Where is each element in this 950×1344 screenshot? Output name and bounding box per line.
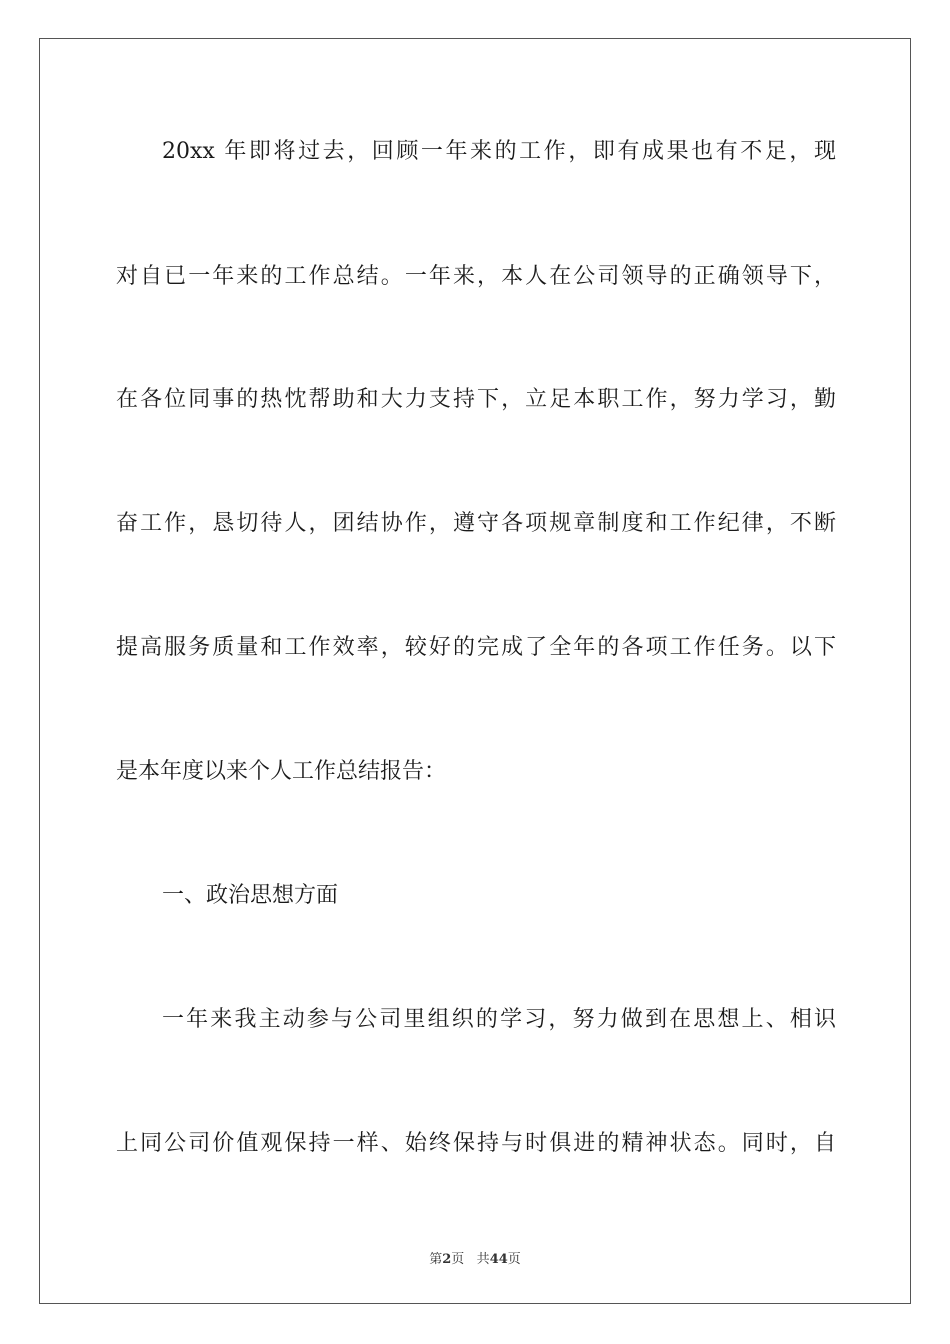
paragraph-line-1: 20xx 年即将过去，回顾一年来的工作，即有成果也有不足，现: [162, 139, 836, 164]
paragraph-line-7: 一年来我主动参与公司里组织的学习，努力做到在思想上、相识: [162, 1007, 836, 1032]
section-heading: 一、政治思想方面: [162, 883, 339, 908]
paragraph-line-2: 对自已一年来的工作总结。一年来，本人在公司领导的正确领导下，: [116, 264, 836, 289]
paragraph-line-5: 提高服务质量和工作效率，较好的完成了全年的各项工作任务。以下: [116, 635, 836, 660]
paragraph-line-3: 在各位同事的热忱帮助和大力支持下，立足本职工作，努力学习，勤: [116, 387, 836, 412]
paragraph-line-8: 上同公司价值观保持一样、始终保持与时俱进的精神状态。同时，自: [116, 1131, 836, 1156]
page-border: [39, 38, 911, 1304]
page-footer: [0, 1248, 950, 1267]
footer-page-suffix: 页: [451, 1252, 465, 1267]
footer-total-suffix: 页: [507, 1252, 521, 1267]
paragraph-line-6: 是本年度以来个人工作总结报告：: [116, 759, 447, 784]
paragraph-line-4: 奋工作，恳切待人，团结协作，遵守各项规章制度和工作纪律，不断: [116, 511, 836, 536]
footer-total-prefix: 共: [476, 1252, 490, 1267]
footer-page-number: 2: [442, 1252, 452, 1267]
footer-page-prefix: 第: [429, 1252, 443, 1267]
footer-total-pages: 44: [489, 1252, 508, 1267]
